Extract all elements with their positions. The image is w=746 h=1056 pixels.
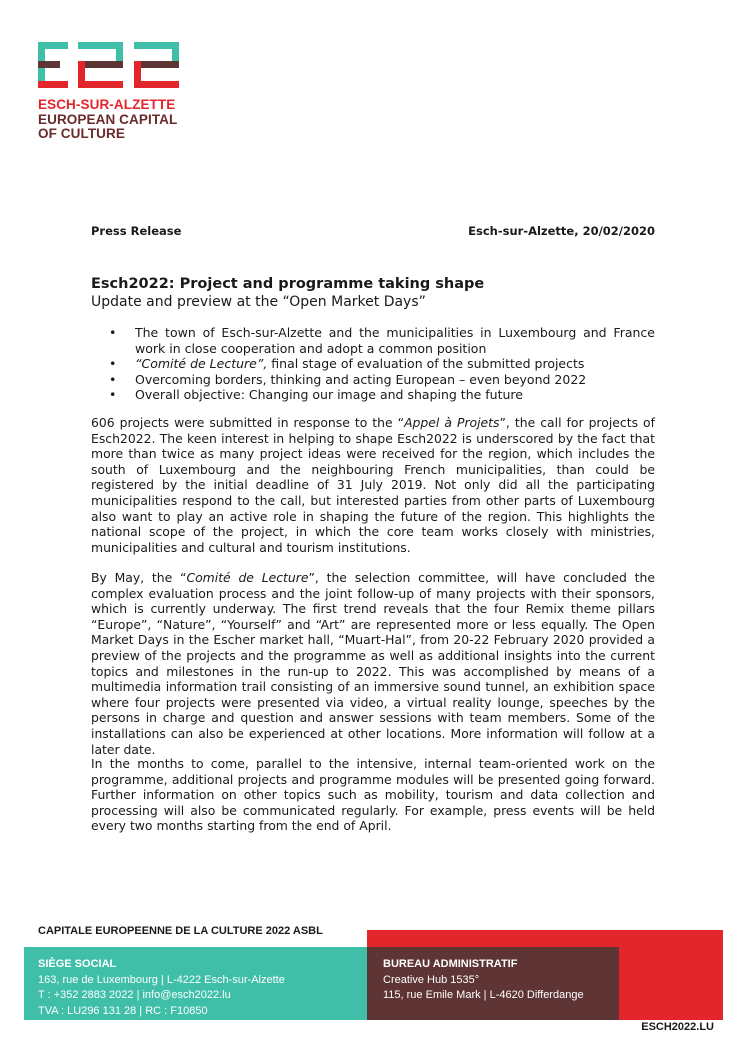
logo-line-3: OF CULTURE	[38, 126, 125, 141]
paragraph-emphasis: Comité de Lecture	[186, 570, 309, 585]
siege-address: 163, rue de Luxembourg | L-4222 Esch-sur-Alzette	[38, 973, 285, 986]
bureau-address: 115, rue Emile Mark | L-4620 Differdange	[383, 989, 584, 1001]
paragraph-text: ”, the selection committee, will have concluded the complex evaluation process and the joint follow-up of many projects with their sponsors, which is currently underway. The first trend reveals that the four Remix theme pillars “Europe”, “Nature”, “Yourself” and “Art” are represented more or less equally. The Open Market Days in the Escher market hall, “Muart-Hal”, from 20-22 February 2020 provided a preview of the projects and the programme as well as additional insights into the current topics and milestones in the run-up to 2022. This was accomplished by means of a multimedia information trail consisting of an immersive sound tunnel, an exhibition space where four projects were presented via video, a virtual reality lounge, speeches by the persons in charge and question and answer sessions with team members. Some of the installations can also be experienced at other locations. More information will follow at a later date.	[91, 570, 655, 757]
bureau-building: Creative Hub 1535°	[383, 973, 480, 986]
bullet-text: Overall objective: Changing our image and shaping the future	[135, 387, 523, 402]
press-title: Esch2022: Project and programme taking shape	[91, 276, 485, 292]
bureau-title: BUREAU ADMINISTRATIF	[383, 958, 518, 970]
place-date: Esch-sur-Alzette, 20/02/2020	[468, 224, 655, 238]
bullet-text: final stage of evaluation of the submitted projects	[267, 356, 585, 371]
website-link[interactable]: ESCH2022.LU	[641, 1021, 714, 1033]
body-paragraph-3: In the months to come, parallel to the intensive, internal team-oriented work on the programme, additional projects and programme modules will be presented going forward. Further information on other topics such as mobility, tourism and data collection and processing will also be communicated regularly. For example, press events will be held every two months starting from the end of April.	[91, 756, 655, 834]
document-meta	[91, 224, 655, 238]
paragraph-text: ”, the call for projects of Esch2022. The keen interest in helping to shape Esch2022 is underscored by the fact that more than twice as many project ideas were received for the region, which includes the south of Luxembourg and the neighbouring French municipalities, than could be registered by the initial deadline of 31 July 2019. Not only did all the participating municipalities respond to the call, but interested parties from other parts of Luxembourg also want to play an active role in shaping the future of the region. This highlights the national scope of the project, in which the core team works closely with ministries, municipalities and cultural and tourism institutions.	[91, 415, 655, 555]
bullet-text: The town of Esch-sur-Alzette and the municipalities in Luxembourg and France work in close cooperation and adopt a common position	[135, 325, 655, 356]
list-item	[135, 372, 655, 388]
esch2022-logo-mark	[38, 42, 180, 88]
paragraph-text: By May, the “	[91, 570, 187, 585]
logo-line-1: ESCH-SUR-ALZETTE	[38, 97, 176, 112]
siege-registration: TVA : LU296 131 28 | RC : F10850	[38, 1004, 208, 1017]
footer-organization: CAPITALE EUROPEENNE DE LA CULTURE 2022 ASBL	[38, 925, 323, 937]
siege-title: SIÈGE SOCIAL	[38, 958, 117, 970]
bureau-administratif-box	[367, 947, 619, 1020]
list-item	[135, 387, 655, 403]
bullet-text: Overcoming borders, thinking and acting European – even beyond 2022	[135, 371, 587, 387]
list-item	[135, 356, 655, 372]
body-paragraph-1	[91, 415, 655, 555]
list-item	[135, 325, 655, 356]
paragraph-emphasis: Appel à Projets	[404, 415, 500, 430]
headline	[91, 275, 655, 311]
paragraph-text: 606 projects were submitted in response to the “	[91, 415, 405, 430]
logo-line-2: EUROPEAN CAPITAL	[38, 111, 178, 127]
logo-wordmark	[38, 98, 177, 142]
bullet-emphasis: “Comité de Lecture”,	[135, 356, 268, 371]
press-subtitle: Update and preview at the “Open Market Days”	[91, 294, 426, 310]
key-points-list	[91, 325, 655, 403]
document-type: Press Release	[91, 224, 182, 238]
body-paragraph-2	[91, 570, 655, 757]
siege-contact: T : +352 2883 2022 | info@esch2022.lu	[38, 989, 231, 1001]
siege-social-box	[24, 947, 367, 1020]
